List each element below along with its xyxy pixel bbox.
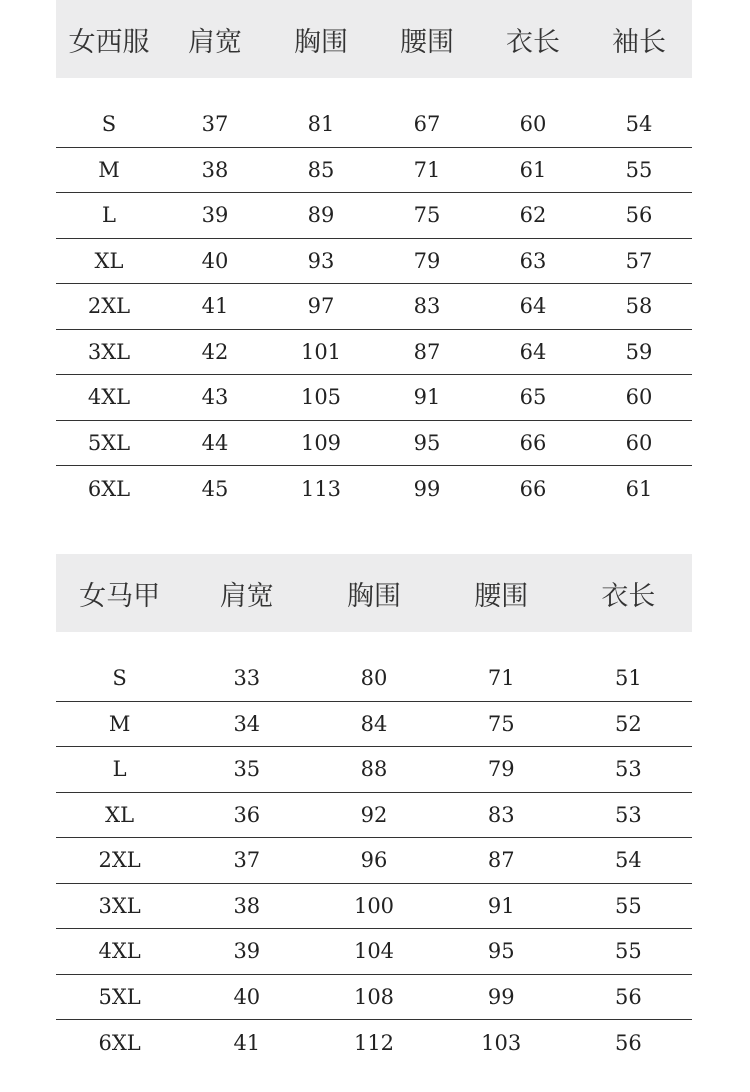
table-cell: M — [108, 711, 131, 736]
table-cell: 95 — [413, 430, 441, 455]
header-cell: 胸围 — [347, 580, 401, 612]
table-row — [56, 239, 692, 285]
table-row — [56, 421, 692, 467]
table-row — [56, 656, 692, 702]
table-cell: 61 — [625, 476, 653, 501]
table-cell: 113 — [300, 476, 342, 501]
table-cell: 85 — [307, 157, 335, 182]
table-cell: 71 — [487, 666, 515, 691]
table-row — [56, 330, 692, 376]
blazer-table-body — [56, 102, 692, 512]
table-cell: 93 — [307, 248, 335, 273]
table-row — [56, 193, 692, 239]
table-cell: 45 — [201, 476, 229, 501]
table-cell: 56 — [625, 203, 653, 228]
table-cell: 51 — [615, 666, 642, 691]
table-cell: 101 — [300, 339, 342, 364]
table-cell: 83 — [413, 294, 441, 319]
table-cell: 66 — [519, 430, 547, 455]
table-cell: 54 — [625, 112, 653, 137]
table-cell: 62 — [519, 203, 547, 228]
table-cell: 91 — [487, 893, 515, 918]
table-cell: 80 — [360, 666, 388, 691]
table-cell: 40 — [233, 984, 261, 1009]
table-cell: 55 — [615, 893, 642, 918]
table-cell: 44 — [201, 430, 229, 455]
table-cell: 79 — [413, 248, 441, 273]
vest-table-header — [56, 554, 692, 632]
table-cell: 55 — [615, 939, 642, 964]
table-cell: 60 — [625, 430, 653, 455]
table-cell: 87 — [413, 339, 441, 364]
table-cell: 75 — [413, 203, 441, 228]
table-cell: 59 — [625, 339, 653, 364]
table-cell: 37 — [201, 112, 229, 137]
table-cell: L — [112, 757, 127, 782]
blazer-table-header — [56, 0, 692, 78]
table-cell: 67 — [413, 112, 441, 137]
table-cell: 40 — [201, 248, 229, 273]
header-cell: 胸围 — [294, 26, 348, 58]
table-cell: 75 — [487, 711, 515, 736]
table-cell: 56 — [615, 1030, 642, 1055]
table-cell: XL — [94, 248, 124, 273]
table-cell: 53 — [615, 802, 642, 827]
blazer-size-table — [56, 0, 692, 512]
table-row — [56, 884, 692, 930]
table-cell: 2XL — [98, 848, 141, 873]
table-cell: 66 — [519, 476, 547, 501]
table-row — [56, 747, 692, 793]
header-cell: 女西服 — [68, 26, 150, 58]
table-cell: 39 — [201, 203, 229, 228]
table-cell: 4XL — [87, 385, 131, 410]
table-cell: 60 — [625, 385, 653, 410]
table-cell: 91 — [413, 385, 441, 410]
table-row — [56, 1020, 692, 1066]
table-cell: 6XL — [87, 476, 131, 501]
table-cell: 52 — [615, 711, 642, 736]
table-cell: 92 — [360, 802, 388, 827]
header-cell: 肩宽 — [188, 26, 242, 58]
header-cell: 袖长 — [612, 26, 666, 58]
table-cell: 43 — [201, 385, 229, 410]
vest-table-body — [56, 656, 692, 1066]
table-cell: 6XL — [98, 1030, 141, 1055]
table-cell: L — [102, 203, 116, 228]
table-cell: 2XL — [87, 294, 131, 319]
table-cell: 54 — [615, 848, 642, 873]
table-cell: 58 — [625, 294, 653, 319]
table-cell: 65 — [519, 385, 547, 410]
table-cell: 5XL — [98, 984, 141, 1009]
table-cell: 56 — [615, 984, 642, 1009]
table-cell: 79 — [487, 757, 515, 782]
table-cell: 108 — [353, 984, 395, 1009]
table-cell: 63 — [519, 248, 547, 273]
table-cell: 112 — [353, 1030, 395, 1055]
table-row — [56, 375, 692, 421]
table-cell: 39 — [233, 939, 261, 964]
table-cell: S — [112, 666, 127, 691]
table-cell: 61 — [519, 157, 547, 182]
table-cell: 71 — [413, 157, 441, 182]
header-cell: 衣长 — [506, 26, 560, 58]
header-cell: 腰围 — [474, 580, 529, 612]
vest-size-table — [56, 554, 692, 1066]
table-cell: 53 — [615, 757, 642, 782]
table-cell: 60 — [519, 112, 547, 137]
table-row — [56, 702, 692, 748]
table-cell: 89 — [307, 203, 335, 228]
table-cell: 103 — [481, 1030, 522, 1055]
table-row — [56, 793, 692, 839]
table-row — [56, 148, 692, 194]
table-row — [56, 284, 692, 330]
table-cell: 57 — [625, 248, 653, 273]
table-cell: 35 — [233, 757, 261, 782]
table-row — [56, 466, 692, 512]
table-cell: 41 — [201, 294, 229, 319]
table-cell: 104 — [353, 939, 395, 964]
table-cell: 36 — [233, 802, 261, 827]
table-cell: 109 — [300, 430, 342, 455]
table-cell: 99 — [487, 984, 515, 1009]
table-cell: M — [98, 157, 120, 182]
table-row — [56, 929, 692, 975]
table-cell: 95 — [487, 939, 515, 964]
header-cell: 女马甲 — [79, 580, 161, 612]
table-cell: 3XL — [87, 339, 131, 364]
table-cell: 33 — [233, 666, 261, 691]
table-cell: 3XL — [98, 893, 141, 918]
table-cell: 83 — [487, 802, 515, 827]
table-cell: 34 — [233, 711, 261, 736]
table-cell: 37 — [233, 848, 261, 873]
table-cell: 5XL — [87, 430, 131, 455]
table-cell: 96 — [360, 848, 388, 873]
header-cell: 衣长 — [601, 580, 656, 612]
table-cell: 55 — [625, 157, 653, 182]
table-cell: 38 — [233, 893, 261, 918]
table-cell: 42 — [201, 339, 229, 364]
table-cell: 38 — [201, 157, 229, 182]
table-row — [56, 838, 692, 884]
table-row — [56, 975, 692, 1021]
table-row — [56, 102, 692, 148]
table-cell: 41 — [233, 1030, 261, 1055]
table-cell: 99 — [413, 476, 441, 501]
table-cell: 88 — [360, 757, 388, 782]
table-cell: 81 — [307, 112, 335, 137]
header-cell: 肩宽 — [219, 580, 274, 612]
table-cell: 64 — [519, 339, 547, 364]
table-cell: 87 — [487, 848, 515, 873]
table-cell: 105 — [300, 385, 342, 410]
header-cell: 腰围 — [400, 26, 454, 58]
table-cell: 84 — [360, 711, 388, 736]
table-cell: XL — [105, 802, 135, 827]
table-cell: 64 — [519, 294, 547, 319]
table-cell: 97 — [307, 294, 335, 319]
table-cell: 4XL — [98, 939, 141, 964]
table-cell: 100 — [353, 893, 395, 918]
table-cell: S — [101, 112, 117, 137]
